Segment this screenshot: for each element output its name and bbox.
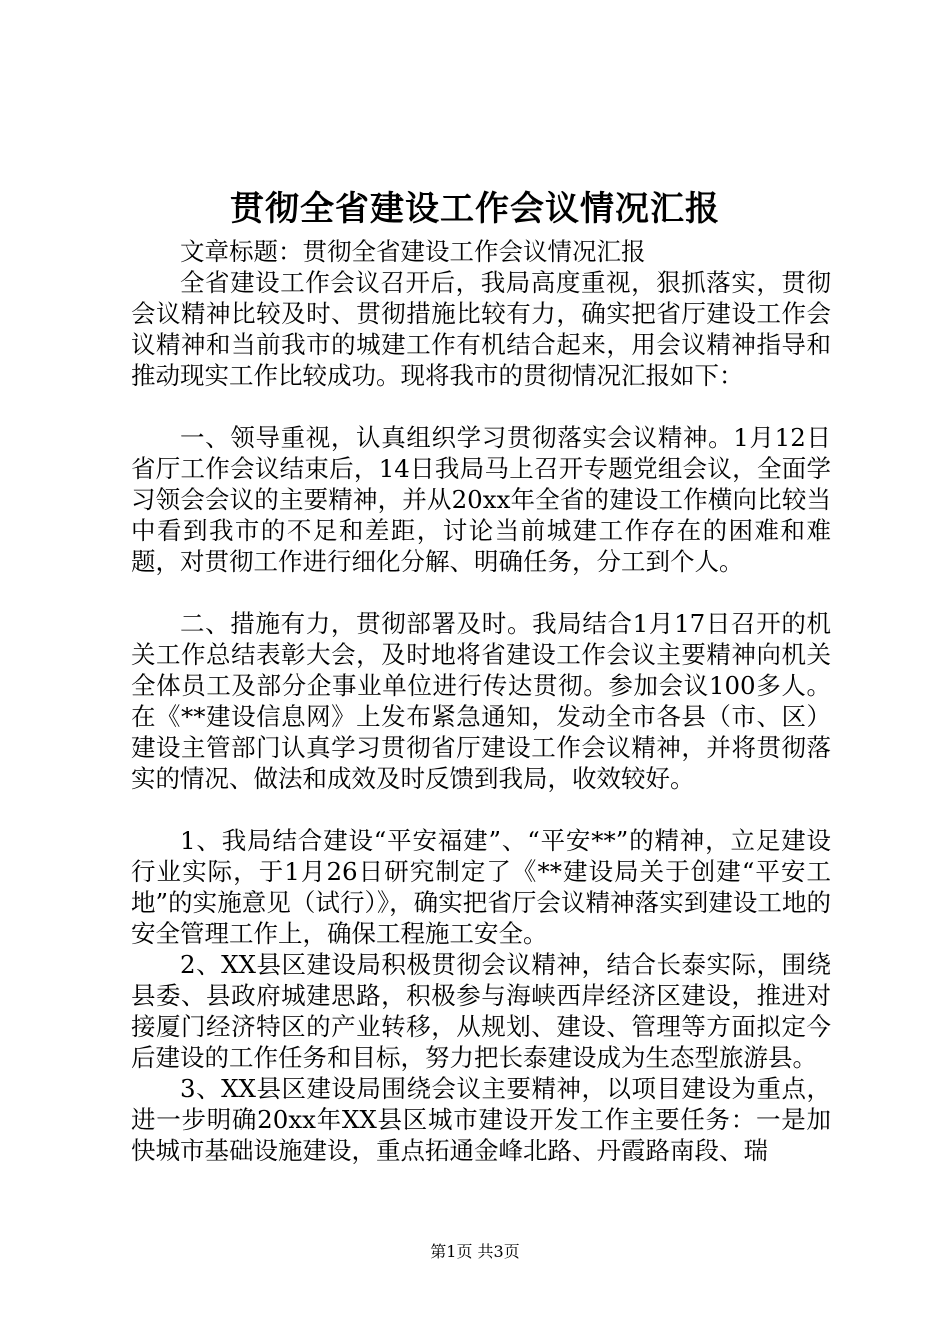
item-three-paragraph: 3、XX县区建设局围绕会议主要精神，以项目建设为重点，进一步明确20xx年XX县区城市建设开发工作主要任务：一是加快城市基础设施建设，重点拓通金峰北路、丹霞路南段、瑞 — [131, 1074, 831, 1165]
item-two-paragraph: 2、XX县区建设局积极贯彻会议精神，结合长泰实际，围绕县委、县政府城建思路，积极参与海峡西岸经济区建设，推进对接厦门经济特区的产业转移，从规划、建设、管理等方面拟定今后建设的工作任务和目标，努力把长泰建设成为生态型旅游县。 — [131, 950, 831, 1072]
intro-paragraph: 全省建设工作会议召开后，我局高度重视，狠抓落实，贯彻会议精神比较及时、贯彻措施比较有力，确实把省厅建设工作会议精神和当前我市的城建工作有机结合起来，用会议精神指导和推动现实工作比较成功。现将我市的贯彻情况汇报如下： — [131, 268, 831, 390]
section-one-paragraph: 一、领导重视，认真组织学习贯彻落实会议精神。1月12日省厅工作会议结束后，14日我局马上召开专题党组会议，全面学习领会会议的主要精神，并从20xx年全省的建设工作横向比较当中看到我市的不足和差距，讨论当前城建工作存在的困难和难题，对贯彻工作进行细化分解、明确任务，分工到个人。 — [131, 423, 831, 576]
document-title: 贯彻全省建设工作会议情况汇报 — [230, 189, 720, 229]
item-one-paragraph: 1、我局结合建设“平安福建”、“平安**”的精神，立足建设行业实际，于1月26日研究制定了《**建设局关于创建“平安工地”的实施意见（试行）》，确实把省厅会议精神落实到建设工地的安全管理工作上，确保工程施工安全。 — [131, 826, 831, 948]
document-body — [131, 236, 831, 1166]
page-footer: 第1页 共3页 — [430, 1242, 520, 1261]
section-two-paragraph: 二、措施有力，贯彻部署及时。我局结合1月17日召开的机关工作总结表彰大会，及时地将省建设工作会议主要精神向机关全体员工及部分企事业单位进行传达贯彻。参加会议100多人。在《**建设信息网》上发布紧急通知，发动全市各县（市、区）建设主管部门认真学习贯彻省厅建设工作会议精神，并将贯彻落实的情况、做法和成效及时反馈到我局，收效较好。 — [131, 609, 831, 793]
article-title-line: 文章标题：贯彻全省建设工作会议情况汇报 — [180, 237, 646, 266]
